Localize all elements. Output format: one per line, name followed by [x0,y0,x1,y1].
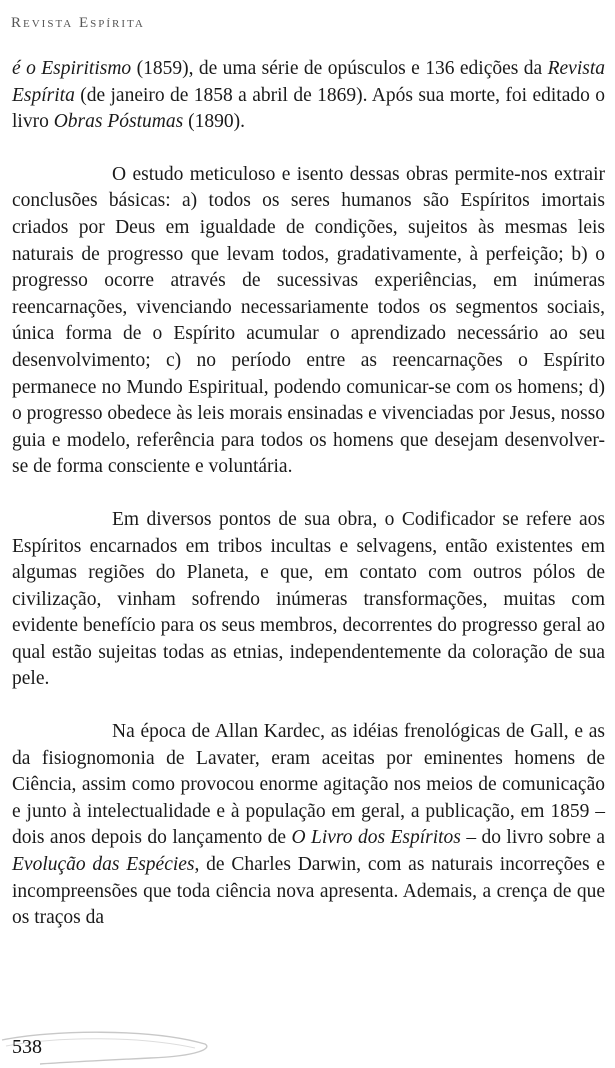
italic-title: Obras Póstumas [53,111,184,133]
article-body [12,56,605,932]
paragraph-1 [12,56,605,136]
italic-title: O Livro dos Espíritos [291,827,461,849]
text-run: (1859), de uma série de opúsculos e 136 edições da [131,58,548,79]
text-run: , de Charles Darwin, com as naturais incorreções e incompreensões que toda ciência nova apresenta. Ademais, a crença de que os traços da [12,854,606,929]
page-number: 538 [12,1036,42,1058]
italic-title: é o Espiritismo [12,58,132,79]
text-run: – do livro sobre a [460,827,605,849]
paragraph-3: Em diversos pontos de sua obra, o Codificador se refere aos Espíritos encarnados em tribos incultas e selvagens, então existentes em algumas regiões do Planeta, e que, em contato com outros pólos de civilização, vinham sofrendo inúmeras transformações, muitas com evidente benefício para os seus membros, decorrentes do progresso geral ao qual estão sujeitas todas as etnias, independentemente da coloração de sua pele. [12,508,605,690]
running-header: Revista Espírita [11,15,145,31]
paragraph-4 [12,719,605,932]
text-run: Na época de Allan Kardec, as idéias frenológicas de Gall, e as da fisiognomonia de Lavater, eram aceitas por eminentes homens de Ciência, assim como provocou enorme agitação nos meios de comunicação e junto à intelectualidade e à população em geral, a publicação, em 1859 – dois anos depois do lançamento de [12,721,605,849]
paragraph-2: O estudo meticuloso e isento dessas obras permite-nos extrair conclusões básicas: a) todos os seres humanos são Espíritos imortais criados por Deus em igualdade de condições, sujeitos às mesmas leis naturais de progresso que levam todos, gradativamente, à perfeição; b) o progresso ocorre através de sucessivas experiências, em inúmeras reencarnações, vivenciando necessariamente todos os segmentos sociais, única forma de o Espírito acumular o aprendizado necessário ao seu desenvolvimento; c) no período entre as reencarnações o Espírito permanece no Mundo Espiritual, podendo comunicar-se com os homens; d) o progresso obedece às leis morais ensinadas e vivenciadas por Jesus, nosso guia e modelo, referência para todos os homens que desejam desenvolver-se de forma consciente e voluntária. [12,163,605,478]
text-run: (1890). [183,111,245,133]
italic-title: Evolução das Espécies [12,854,195,876]
text-run: (de janeiro de 1858 a abril de 1869). Após sua morte, foi editado o livro [12,84,605,133]
italic-title: Revista Espírita [12,58,605,106]
